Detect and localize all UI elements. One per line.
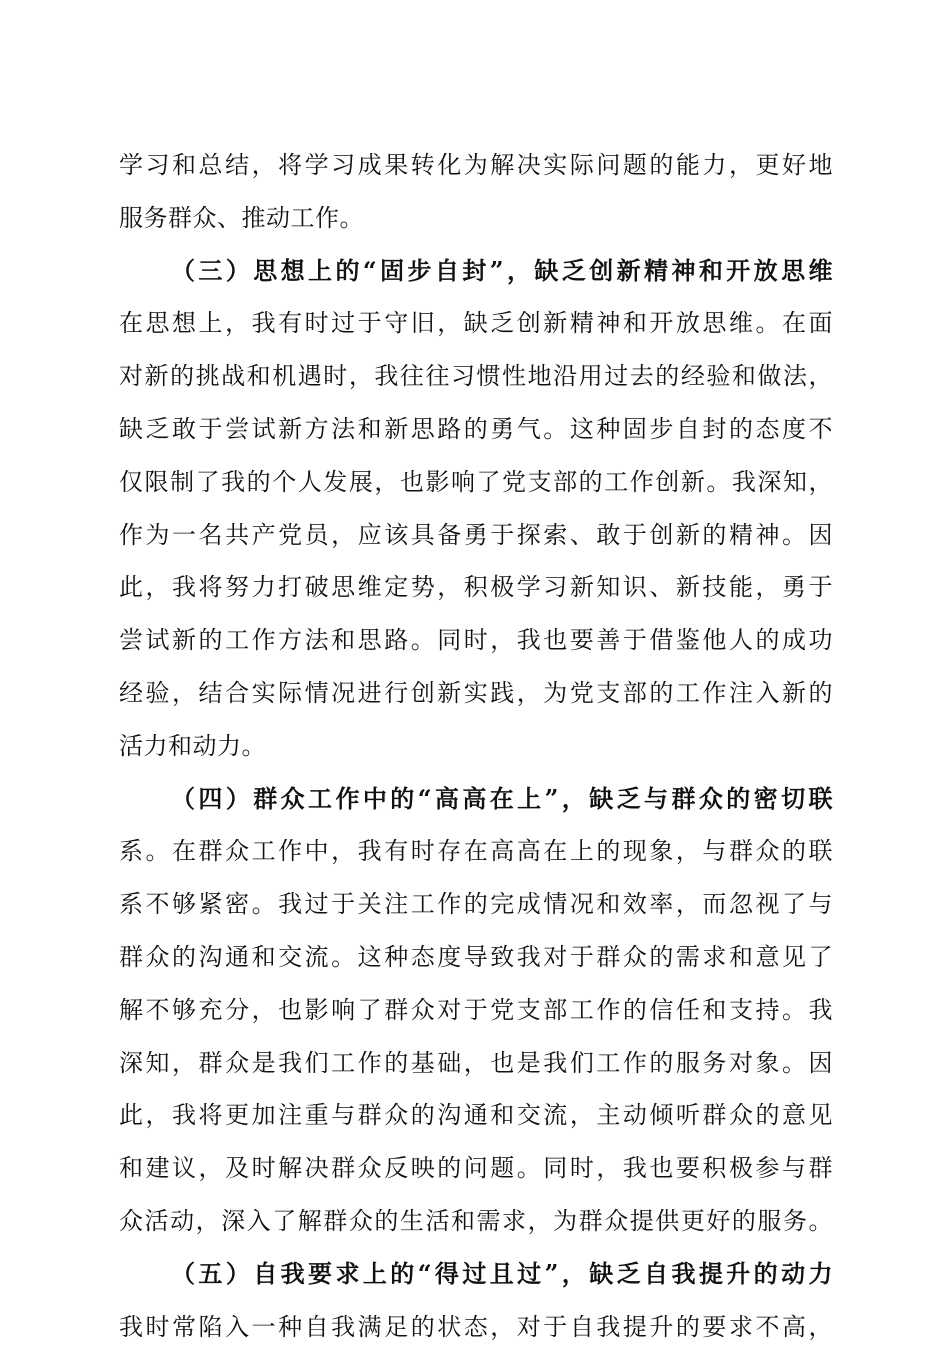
body-text-line: 经验，结合实际情况进行创新实践，为党支部的工作注入新的 [119, 678, 833, 707]
body-text-line: 服务群众、推动工作。 [119, 203, 364, 232]
body-text-line: 仅限制了我的个人发展，也影响了党支部的工作创新。我深知， [119, 467, 833, 496]
body-text-line: 群众的沟通和交流。这种态度导致我对于群众的需求和意见了 [119, 942, 833, 971]
body-text-line: 系不够紧密。我过于关注工作的完成情况和效率，而忽视了与 [119, 890, 833, 919]
body-text-line: 作为一名共产党员，应该具备勇于探索、敢于创新的精神。因 [119, 520, 833, 549]
body-text-line: 尝试新的工作方法和思路。同时，我也要善于借鉴他人的成功 [119, 626, 833, 655]
body-text-line: 此，我将更加注重与群众的沟通和交流，主动倾听群众的意见 [119, 1101, 833, 1130]
document-body [119, 139, 833, 1353]
section-heading-line: （三）思想上的“固步自封”，缺乏创新精神和开放思维 [171, 255, 833, 285]
body-text-line: 系。在群众工作中，我有时存在高高在上的现象，与群众的联 [119, 837, 833, 866]
body-text-line: 对新的挑战和机遇时，我往往习惯性地沿用过去的经验和做法， [119, 362, 833, 391]
body-text-line: 此，我将努力打破思维定势，积极学习新知识、新技能，勇于 [119, 573, 833, 602]
body-text-line: 众活动，深入了解群众的生活和需求，为群众提供更好的服务。 [119, 1206, 833, 1235]
body-text-line: 缺乏敢于尝试新方法和新思路的勇气。这种固步自封的态度不 [119, 414, 833, 443]
body-text-line: 解不够充分，也影响了群众对于党支部工作的信任和支持。我 [119, 995, 833, 1024]
section-heading-line: （四）群众工作中的“高高在上”，缺乏与群众的密切联 [171, 783, 833, 813]
section-heading-line: （五）自我要求上的“得过且过”，缺乏自我提升的动力 [171, 1258, 833, 1288]
body-text-line: 学习和总结，将学习成果转化为解决实际问题的能力，更好地 [119, 151, 833, 179]
body-text-line: 在思想上，我有时过于守旧，缺乏创新精神和开放思维。在面 [119, 309, 833, 338]
body-text-line: 和建议，及时解决群众反映的问题。同时，我也要积极参与群 [119, 1154, 833, 1183]
body-text-line: 活力和动力。 [119, 731, 266, 760]
body-text-line: 深知，群众是我们工作的基础，也是我们工作的服务对象。因 [119, 1048, 833, 1077]
body-text-line: 我时常陷入一种自我满足的状态，对于自我提升的要求不高， [119, 1312, 833, 1341]
